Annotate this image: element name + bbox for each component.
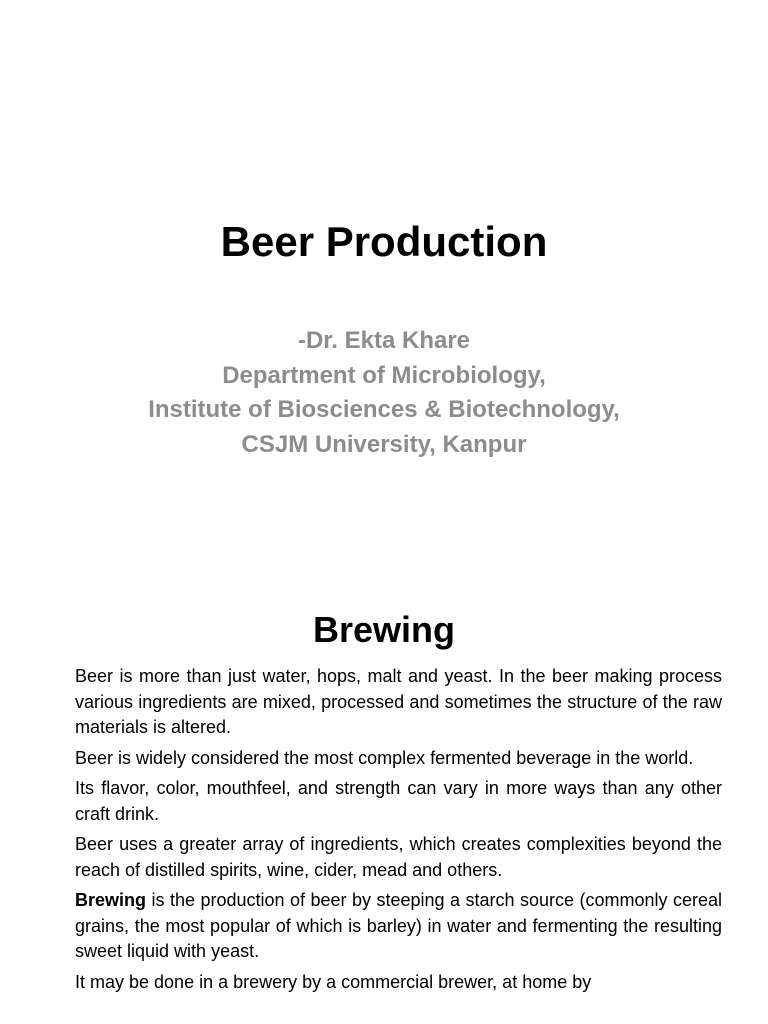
author-affiliation bbox=[0, 324, 768, 462]
paragraph bbox=[75, 970, 722, 996]
slide-body bbox=[75, 664, 722, 1000]
paragraph bbox=[75, 664, 722, 741]
paragraph-text: Its flavor, color, mouthfeel, and strength can vary in more ways than any other craft drink. bbox=[75, 778, 722, 824]
paragraph-text: Beer is more than just water, hops, malt and yeast. In the beer making process various ingredients are mixed, processed and sometimes the structure of the raw materials is altered. bbox=[75, 666, 722, 737]
author-name: -Dr. Ekta Khare bbox=[297, 327, 471, 354]
paragraph-text: It may be done in a brewery by a commercial brewer, at home by bbox=[75, 971, 592, 992]
presentation-title: Beer Production bbox=[220, 218, 548, 265]
paragraph bbox=[75, 888, 722, 965]
department-line: Department of Microbiology, bbox=[222, 361, 546, 389]
paragraph-text: Beer uses a greater array of ingredients, which creates complexities beyond the reach of distilled spirits, wine, cider, mead and others. bbox=[75, 834, 722, 880]
paragraph bbox=[75, 776, 722, 827]
paragraph bbox=[75, 832, 722, 883]
paragraph-text: Beer is widely considered the most complex fermented beverage in the world. bbox=[75, 747, 694, 768]
paragraph-text: is the production of beer by steeping a starch source (commonly cereal grains, the most popular of which is barley) in water and fermenting the resulting sweet liquid with yeast. bbox=[75, 890, 722, 961]
slide-title: Brewing bbox=[312, 609, 455, 650]
term-brewing: Brewing bbox=[75, 890, 147, 910]
brewing-slide bbox=[0, 576, 768, 1024]
institute-line: Institute of Biosciences & Biotechnology, bbox=[148, 396, 620, 423]
university-line: CSJM University, Kanpur bbox=[241, 430, 527, 458]
paragraph bbox=[75, 746, 722, 772]
